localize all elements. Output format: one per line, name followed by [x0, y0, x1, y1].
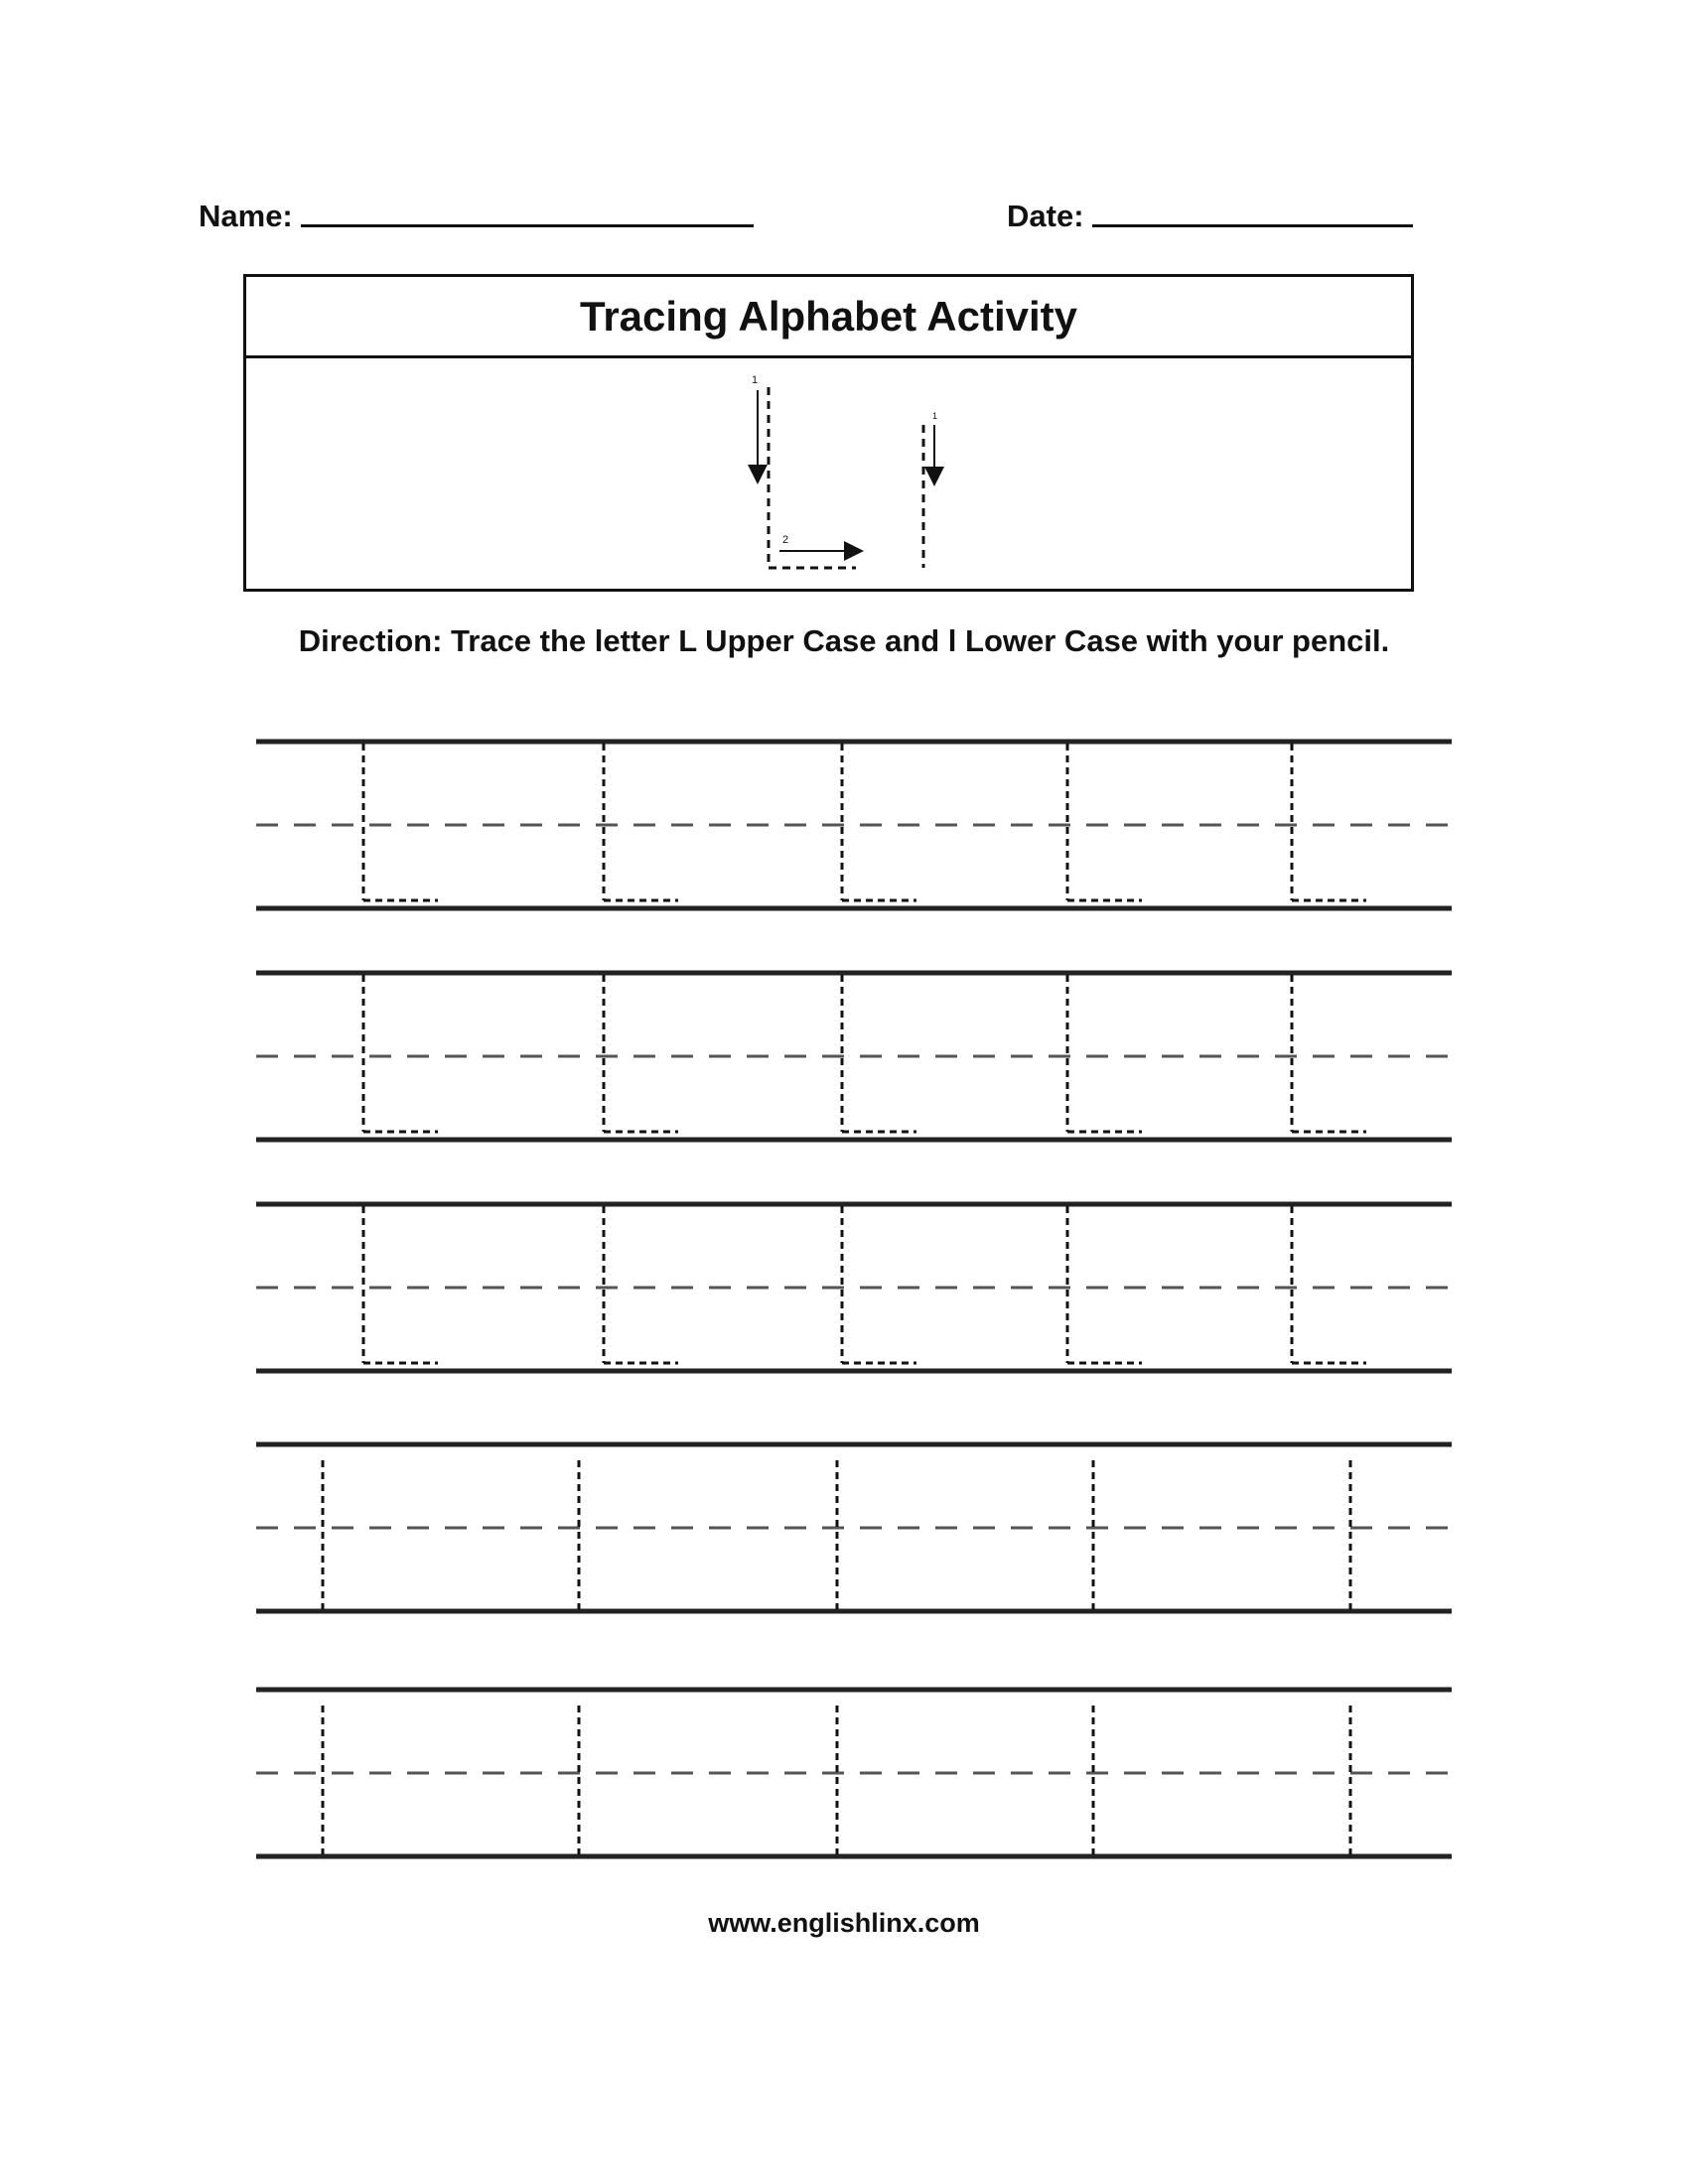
- traceable-uppercase-l: [604, 744, 678, 900]
- traceable-uppercase-l: [363, 744, 438, 900]
- uppercase-practice-row: [256, 742, 1452, 908]
- traceable-uppercase-l: [1067, 744, 1142, 900]
- traceable-uppercase-l: [604, 1206, 678, 1363]
- lowercase-stroke-number: 1: [932, 411, 938, 421]
- traceable-uppercase-l: [1292, 1206, 1366, 1363]
- name-label: Name:: [199, 199, 293, 233]
- traceable-uppercase-l: [842, 744, 916, 900]
- uppercase-practice-row: [256, 973, 1452, 1140]
- date-label: Date:: [1007, 199, 1084, 233]
- lowercase-practice-row: [256, 1690, 1452, 1856]
- traceable-uppercase-l: [1067, 1206, 1142, 1363]
- traceable-uppercase-l: [363, 975, 438, 1132]
- stroke-1-number: 1: [752, 374, 759, 386]
- footer-website: www.englishlinx.com: [708, 1908, 980, 1938]
- direction-text: Direction: Trace the letter L Upper Case and l Lower Case with your pencil.: [298, 623, 1390, 658]
- traceable-uppercase-l: [1067, 975, 1142, 1132]
- activity-title: Tracing Alphabet Activity: [246, 277, 1411, 358]
- stroke-2-number: 2: [782, 534, 789, 546]
- traceable-uppercase-l: [1292, 744, 1366, 900]
- lowercase-practice-row: [256, 1444, 1452, 1611]
- uppercase-practice-row: [256, 1204, 1452, 1371]
- traceable-uppercase-l: [1292, 975, 1366, 1132]
- traceable-uppercase-l: [604, 975, 678, 1132]
- traceable-uppercase-l: [842, 1206, 916, 1363]
- traceable-uppercase-l: [842, 975, 916, 1132]
- traceable-uppercase-l: [363, 1206, 438, 1363]
